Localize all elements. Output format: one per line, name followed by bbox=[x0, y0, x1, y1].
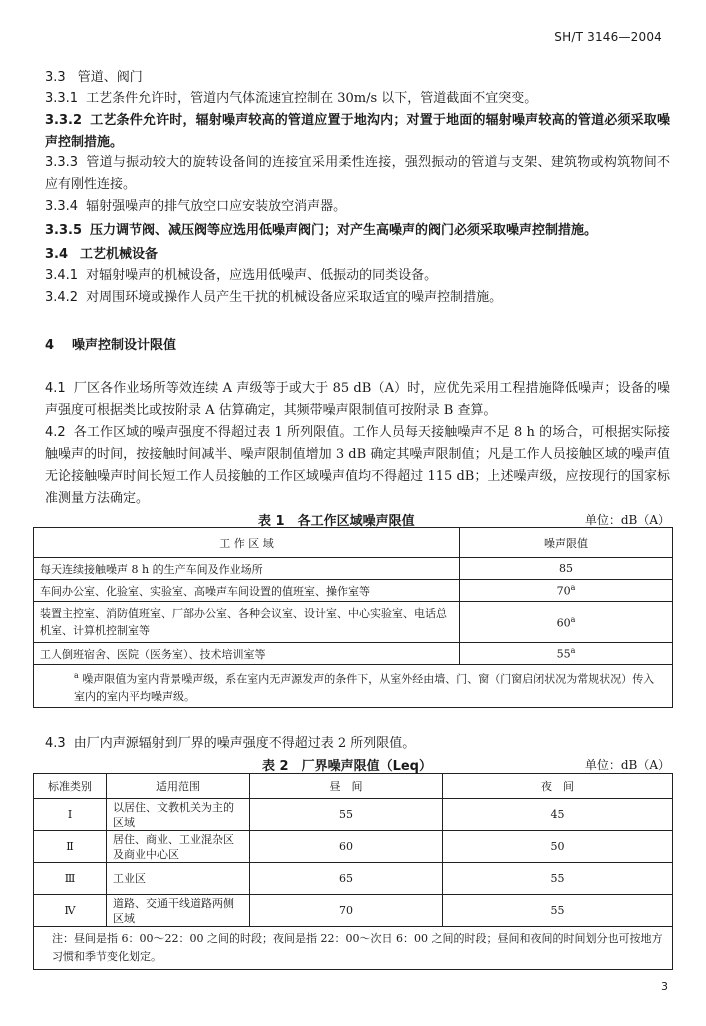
clause-number: 3.4.1 bbox=[45, 268, 79, 283]
table-cell: 装置主控室、消防值班室、厂部办公室、各种会议室、设计室、中心实验室、电话总机室、计算机控制室等 bbox=[34, 602, 460, 643]
table2 bbox=[33, 773, 673, 970]
table-cell: 55 bbox=[250, 799, 443, 831]
table-cell: 55 bbox=[443, 895, 673, 927]
table2-caption: 表 2 厂界噪声限值（Leq） bbox=[262, 759, 432, 774]
section-title: 噪声控制设计限值 bbox=[72, 338, 177, 353]
clause-3-4-2 bbox=[45, 287, 670, 309]
table-row bbox=[34, 799, 673, 831]
clause-number: 3.3.3 bbox=[45, 155, 79, 170]
clause-3-3-3 bbox=[45, 152, 670, 196]
table-note-row bbox=[34, 927, 673, 970]
section-title: 管道、阀门 bbox=[77, 70, 143, 85]
clause-number: 4.3 bbox=[45, 736, 66, 751]
table-cell: Ⅲ bbox=[34, 863, 107, 895]
section-number: 4 bbox=[45, 338, 55, 353]
column-header: 噪声限值 bbox=[460, 528, 673, 558]
table-row bbox=[34, 558, 673, 580]
table-row bbox=[34, 602, 673, 643]
clause-number: 3.3.5 bbox=[45, 223, 83, 238]
page-number: 3 bbox=[661, 980, 668, 993]
footnote-mark: a bbox=[74, 671, 79, 681]
section-number: 3.4 bbox=[45, 247, 69, 262]
table-note: $^a$ 噪声限值为室内背景噪声级，系在室内无声源发声的条件下，从室外经由墙、门、窗（门窗启闭状况为常规状况）传入室内的室内平均噪声级。 bbox=[34, 665, 673, 708]
column-header: 标准类别 bbox=[34, 774, 107, 799]
table-cell: Ⅰ bbox=[34, 799, 107, 831]
clause-number: 4.2 bbox=[45, 425, 66, 440]
table-cell: 70 bbox=[250, 895, 443, 927]
table-cell: Ⅱ bbox=[34, 831, 107, 863]
column-header: 适用范围 bbox=[107, 774, 250, 799]
column-header: 昼 间 bbox=[250, 774, 443, 799]
table-cell: 每天连续接触噪声 8 h 的生产车间及作业场所 bbox=[34, 558, 460, 580]
section-3-4-heading bbox=[45, 243, 158, 262]
section-number: 3.3 bbox=[45, 70, 66, 85]
table-cell: 85 bbox=[460, 558, 673, 580]
table-note: 注：昼间是指 6：00～22：00 之间的时段；夜间是指 22：00～次日 6：00 之间的时段；昼间和夜间的时间划分也可按地方习惯和季节变化划定。 bbox=[34, 927, 673, 970]
clause-text: 压力调节阀、减压阀等应选用低噪声阀门；对产生高噪声的阀门必须采取噪声控制措施。 bbox=[90, 223, 598, 238]
table-header-row bbox=[34, 528, 673, 558]
clause-number: 3.3.1 bbox=[45, 91, 79, 106]
table-cell: 工人倒班宿舍、医院（医务室）、技术培训室等 bbox=[34, 643, 460, 665]
section-3-3-heading bbox=[45, 66, 143, 85]
table-cell: 70$^a$ bbox=[460, 580, 673, 602]
clause-text: 对周围环境或操作人员产生干扰的机械设备应采取适宜的噪声控制措施。 bbox=[86, 290, 503, 305]
table-cell: 车间办公室、化验室、实验室、高噪声车间设置的值班室、操作室等 bbox=[34, 580, 460, 602]
clause-text: 由厂内声源辐射到厂界的噪声强度不得超过表 2 所列限值。 bbox=[73, 736, 416, 751]
clause-4-3 bbox=[45, 733, 670, 755]
table-cell: 以居住、文教机关为主的区域 bbox=[107, 799, 250, 831]
clause-text: 对辐射噪声的机械设备，应选用低噪声、低振动的同类设备。 bbox=[86, 268, 438, 283]
column-header: 夜 间 bbox=[443, 774, 673, 799]
table-cell: 工业区 bbox=[107, 863, 250, 895]
section-4-heading bbox=[45, 334, 176, 353]
clause-3-3-5 bbox=[45, 220, 670, 242]
clause-4-1 bbox=[45, 378, 670, 422]
table-header-row bbox=[34, 774, 673, 799]
clause-3-3-1 bbox=[45, 88, 670, 110]
table-cell: 55 bbox=[443, 863, 673, 895]
table-cell: 50 bbox=[443, 831, 673, 863]
clause-text: 各工作区域的噪声强度不得超过表 1 所列限值。工作人员每天接触噪声不足 8 h 的场合，可根据实际接触噪声的时间，按接触时间减半、噪声限制值增加 3 dB 确定其噪声限制值；凡是工作人员接触区域的噪声值无论接触噪声时间长短工作人员接触的工作区域噪声值均不得超过 115 dB；上述噪声级，应按现行的国家标准测量方法确定。 bbox=[45, 425, 670, 506]
table-cell: 居住、商业、工业混杂区及商业中心区 bbox=[107, 831, 250, 863]
document-id: SH/T 3146—2004 bbox=[554, 30, 662, 44]
footnote-mark: a bbox=[570, 614, 576, 624]
table1 bbox=[33, 527, 673, 708]
clause-text: 工艺条件允许时，管道内气体流速宜控制在 30m/s 以下，管道截面不宜突变。 bbox=[86, 91, 538, 106]
table-row bbox=[34, 643, 673, 665]
table-cell: 65 bbox=[250, 863, 443, 895]
clause-3-3-2 bbox=[45, 110, 670, 154]
clause-text: 厂区各作业场所等效连续 A 声级等于或大于 85 dB（A）时，应优先采用工程措施降低噪声；设备的噪声强度可根据类比或按附录 A 估算确定，其频带噪声限制值可按附录 B 查算。 bbox=[45, 381, 670, 418]
column-header: 工 作 区 域 bbox=[34, 528, 460, 558]
clause-text: 管道与振动较大的旋转设备间的连接宜采用柔性连接，强烈振动的管道与支架、建筑物或构筑物间不应有刚性连接。 bbox=[45, 155, 670, 192]
table-row bbox=[34, 580, 673, 602]
table-row bbox=[34, 895, 673, 927]
clause-number: 3.3.4 bbox=[45, 199, 79, 214]
table-cell: 道路、交通干线道路两侧区域 bbox=[107, 895, 250, 927]
footnote-mark: a bbox=[570, 583, 576, 593]
table-row bbox=[34, 863, 673, 895]
clause-3-4-1 bbox=[45, 265, 670, 287]
clause-number: 3.3.2 bbox=[45, 113, 83, 128]
table1-caption: 表 1 各工作区域噪声限值 bbox=[258, 514, 415, 529]
clause-number: 4.1 bbox=[45, 381, 66, 396]
table-cell: 45 bbox=[443, 799, 673, 831]
table-cell: 55$^a$ bbox=[460, 643, 673, 665]
table-cell: Ⅳ bbox=[34, 895, 107, 927]
table-row bbox=[34, 831, 673, 863]
clause-text: 辐射强噪声的排气放空口应安装放空消声器。 bbox=[86, 199, 347, 214]
table-cell: 60 bbox=[250, 831, 443, 863]
table-cell: 60$^a$ bbox=[460, 602, 673, 643]
section-title: 工艺机械设备 bbox=[80, 247, 159, 262]
clause-3-3-4 bbox=[45, 196, 670, 218]
clause-number: 3.4.2 bbox=[45, 290, 79, 305]
footnote-mark: a bbox=[570, 646, 576, 656]
clause-text: 工艺条件允许时，辐射噪声较高的管道应置于地沟内；对置于地面的辐射噪声较高的管道必须采取噪声控制措施。 bbox=[45, 113, 670, 150]
clause-4-2 bbox=[45, 422, 670, 510]
table1-unit: 单位：dB（A） bbox=[584, 513, 670, 527]
table-note-row bbox=[34, 665, 673, 708]
table2-unit: 单位：dB（A） bbox=[584, 758, 670, 772]
